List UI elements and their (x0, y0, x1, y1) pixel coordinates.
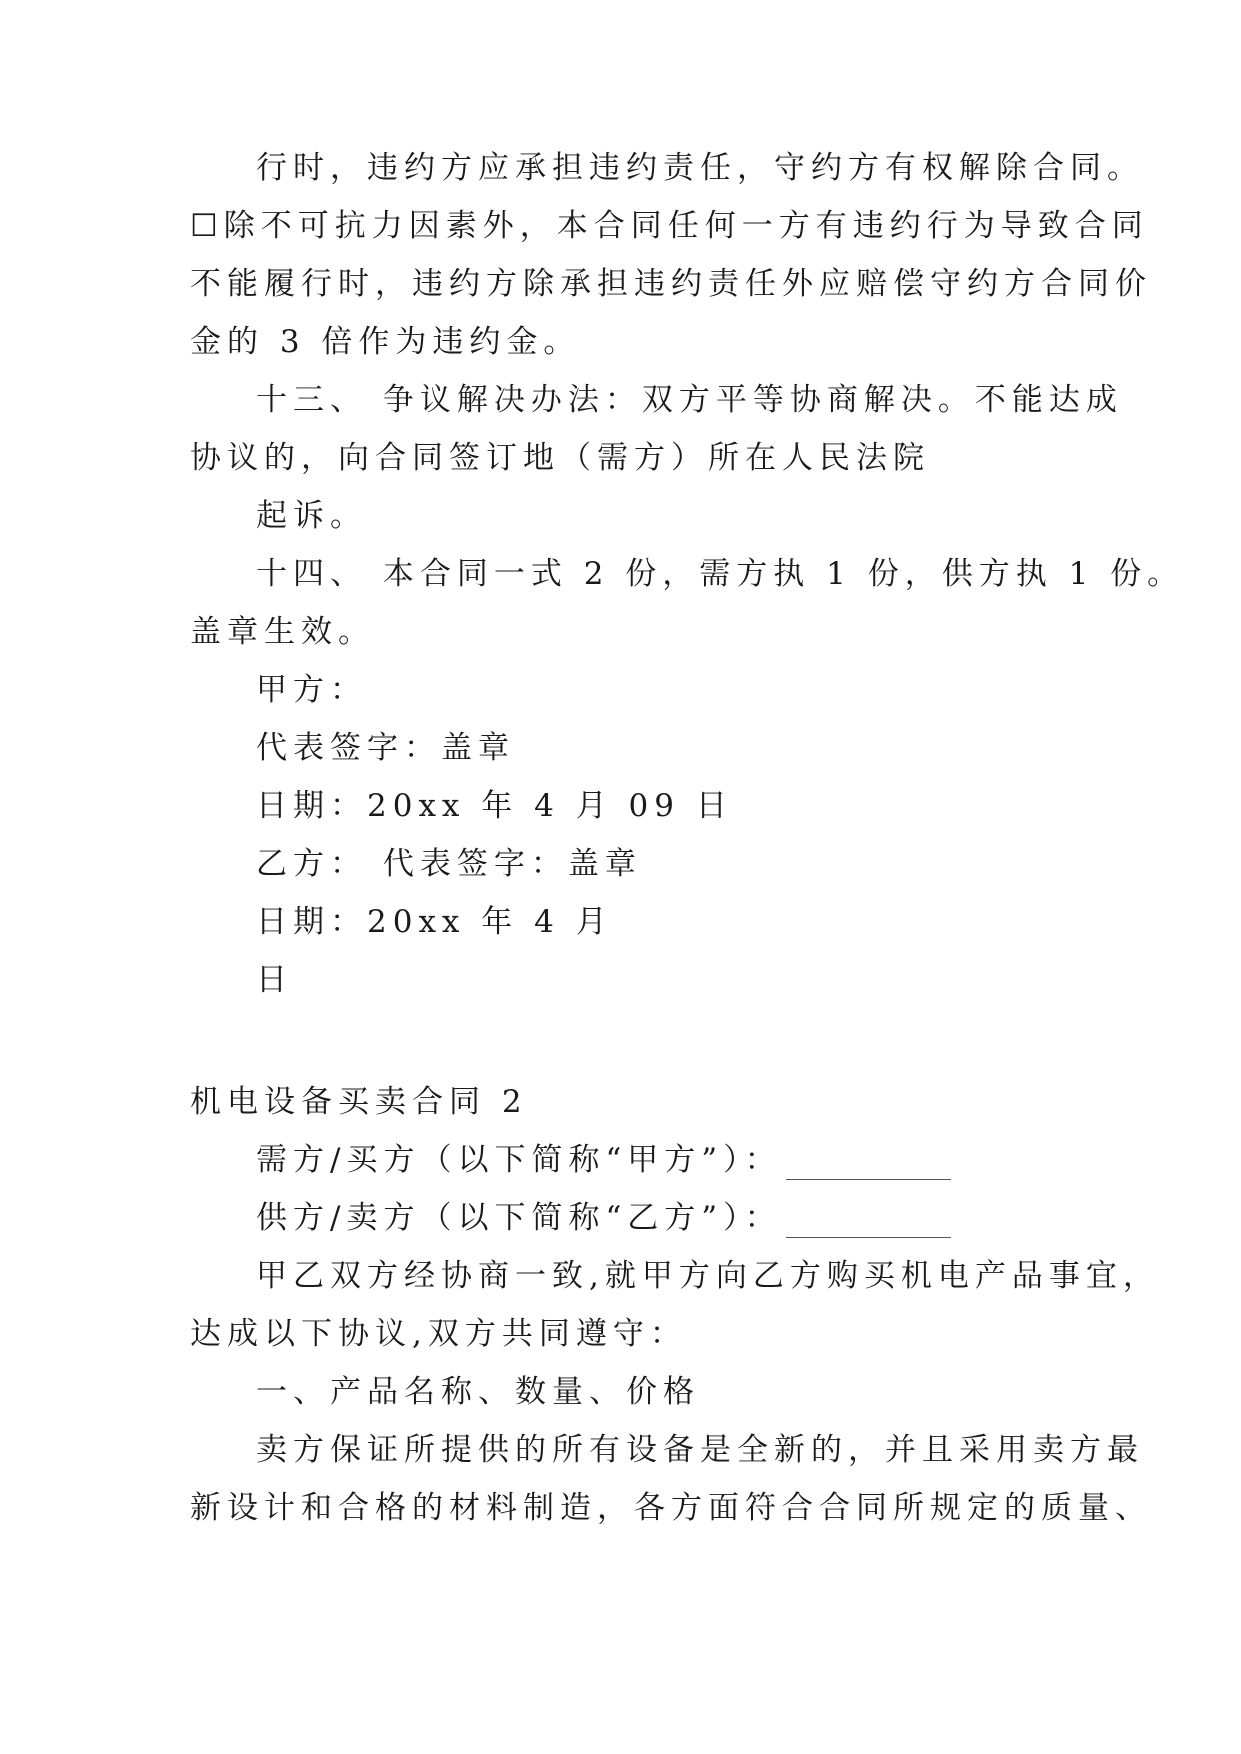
date-line: 日期：20xx 年 4 月 (256, 904, 613, 940)
seller-line (256, 1198, 951, 1238)
text-line: 不能履行时，违约方除承担违约责任外应赔偿守约方合同价 (190, 266, 1152, 302)
text-line: 新设计和合格的材料制造，各方面符合合同所规定的质量、 (190, 1490, 1152, 1526)
text-line: 甲乙双方经协商一致,就甲方向乙方购买机电产品事宜， (256, 1258, 1160, 1294)
signature-line: 代表签字：盖章 (256, 730, 515, 766)
buyer-line (256, 1140, 951, 1180)
date-line: 日期：20xx 年 4 月 09 日 (256, 788, 733, 824)
text-line: 十四、 本合同一式 2 份，需方执 1 份，供方执 1 份。 (256, 556, 1185, 592)
buyer-blank (786, 1149, 951, 1180)
text-line: 金的 3 倍作为违约金。 (190, 324, 581, 360)
buyer-label: 需方/买方（以下简称“甲方”）： (256, 1142, 782, 1178)
text-line: 十三、 争议解决办法：双方平等协商解决。不能达成 (256, 382, 1123, 418)
text-line: 卖方保证所提供的所有设备是全新的，并且采用卖方最 (256, 1432, 1144, 1468)
text-line: 起诉。 (256, 498, 367, 534)
seller-blank (786, 1207, 951, 1238)
seller-label: 供方/卖方（以下简称“乙方”）： (256, 1200, 782, 1236)
contract-title: 机电设备买卖合同 2 (190, 1084, 528, 1120)
party-a-label: 甲方： (256, 672, 367, 708)
text-line: 行时，违约方应承担违约责任，守约方有权解除合同。 (256, 150, 1144, 186)
party-b-line: 乙方： 代表签字：盖章 (256, 846, 642, 882)
text-line: 协议的，向合同签订地（需方）所在人民法院 (190, 440, 930, 476)
section-heading: 一、产品名称、数量、价格 (256, 1374, 700, 1410)
text-line: 达成以下协议,双方共同遵守： (190, 1316, 687, 1352)
text-line: ☐除不可抗力因素外，本合同任何一方有违约行为导致合同 (190, 208, 1149, 244)
text-line: 盖章生效。 (190, 614, 375, 650)
date-day: 日 (256, 962, 293, 998)
